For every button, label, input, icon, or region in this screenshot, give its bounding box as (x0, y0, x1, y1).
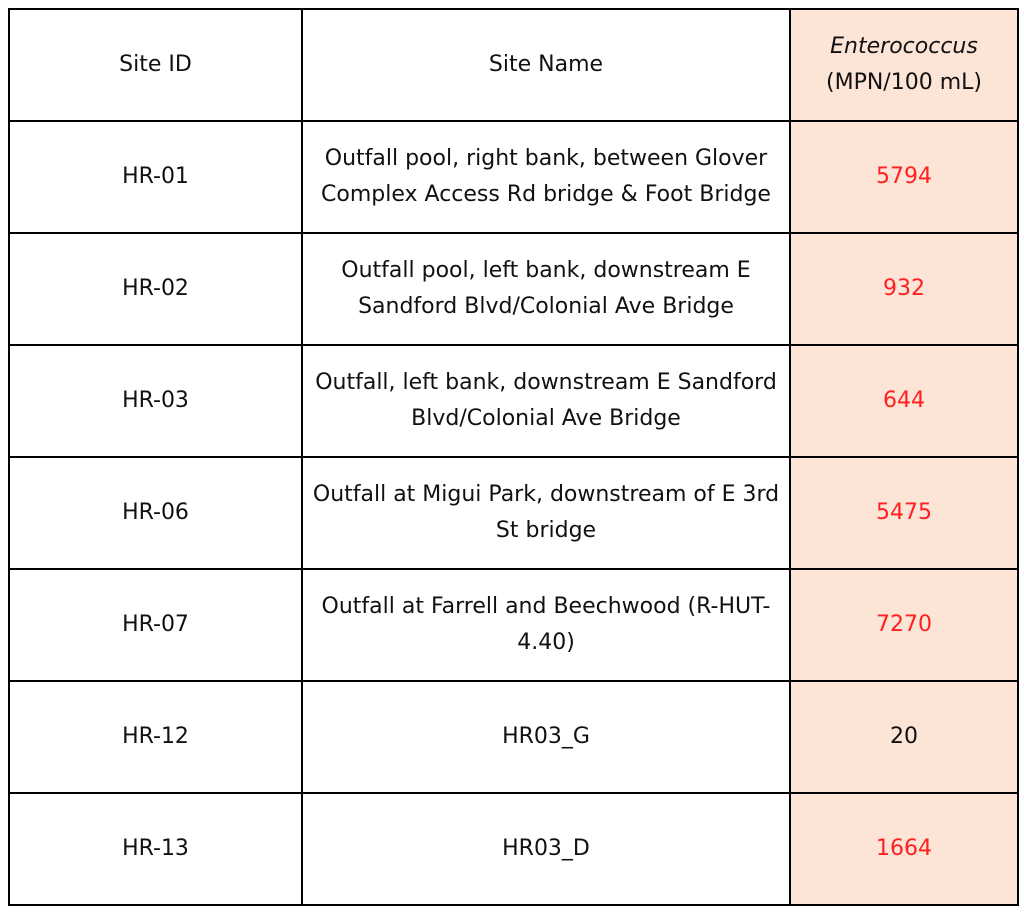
site-id-cell: HR-07 (9, 569, 302, 681)
site-name-line-1: Outfall pool, left bank, downstream E (341, 258, 751, 283)
clipped-title-strip (0, 0, 1024, 8)
site-id-cell: HR-03 (9, 345, 302, 457)
site-name-line-1: HR03_G (502, 724, 590, 749)
site-id-cell: HR-02 (9, 233, 302, 345)
table-row (9, 233, 1018, 345)
site-name-line-1: Outfall, left bank, downstream E Sandford (315, 370, 777, 395)
enterococcus-value-cell: 932 (790, 233, 1018, 345)
site-name-line-1: Outfall pool, right bank, between Glover (324, 146, 768, 171)
site-name-line-1: Outfall at Farrell and Beechwood (R-HUT- (321, 594, 771, 619)
header-site-id: Site ID (9, 9, 302, 121)
site-name-line-2: Sandford Blvd/Colonial Ave Bridge (358, 294, 734, 319)
enterococcus-value-cell: 644 (790, 345, 1018, 457)
site-name-line-1: HR03_D (502, 836, 590, 861)
table-row (9, 457, 1018, 569)
header-enterococcus (790, 9, 1018, 121)
enterococcus-value-cell: 1664 (790, 793, 1018, 905)
header-row (9, 9, 1018, 121)
site-name-line-2: Complex Access Rd bridge & Foot Bridge (321, 182, 771, 207)
site-name-line-2: 4.40) (517, 630, 575, 655)
enterococcus-value-cell: 7270 (790, 569, 1018, 681)
site-name-cell (302, 457, 790, 569)
table-row (9, 345, 1018, 457)
site-id-cell: HR-01 (9, 121, 302, 233)
table-row (9, 569, 1018, 681)
site-name-cell (302, 345, 790, 457)
table-row (9, 681, 1018, 793)
header-enterococcus-name: Enterococcus (830, 34, 978, 59)
site-name-cell (302, 233, 790, 345)
site-name-line-1: Outfall at Migui Park, downstream of E 3rd (312, 482, 780, 507)
site-id-cell: HR-06 (9, 457, 302, 569)
site-id-cell: HR-12 (9, 681, 302, 793)
table-row (9, 121, 1018, 233)
enterococcus-value-cell: 20 (790, 681, 1018, 793)
site-name-line-2: St bridge (495, 518, 597, 543)
site-name-cell (302, 569, 790, 681)
site-name-cell (302, 681, 790, 793)
site-name-cell (302, 121, 790, 233)
enterococcus-value-cell: 5475 (790, 457, 1018, 569)
site-name-cell (302, 793, 790, 905)
enterococcus-table (8, 8, 1019, 906)
header-site-name: Site Name (302, 9, 790, 121)
table-row (9, 793, 1018, 905)
enterococcus-value-cell: 5794 (790, 121, 1018, 233)
site-name-line-2: Blvd/Colonial Ave Bridge (411, 406, 681, 431)
header-enterococcus-units: (MPN/100 mL) (826, 70, 982, 95)
site-id-cell: HR-13 (9, 793, 302, 905)
